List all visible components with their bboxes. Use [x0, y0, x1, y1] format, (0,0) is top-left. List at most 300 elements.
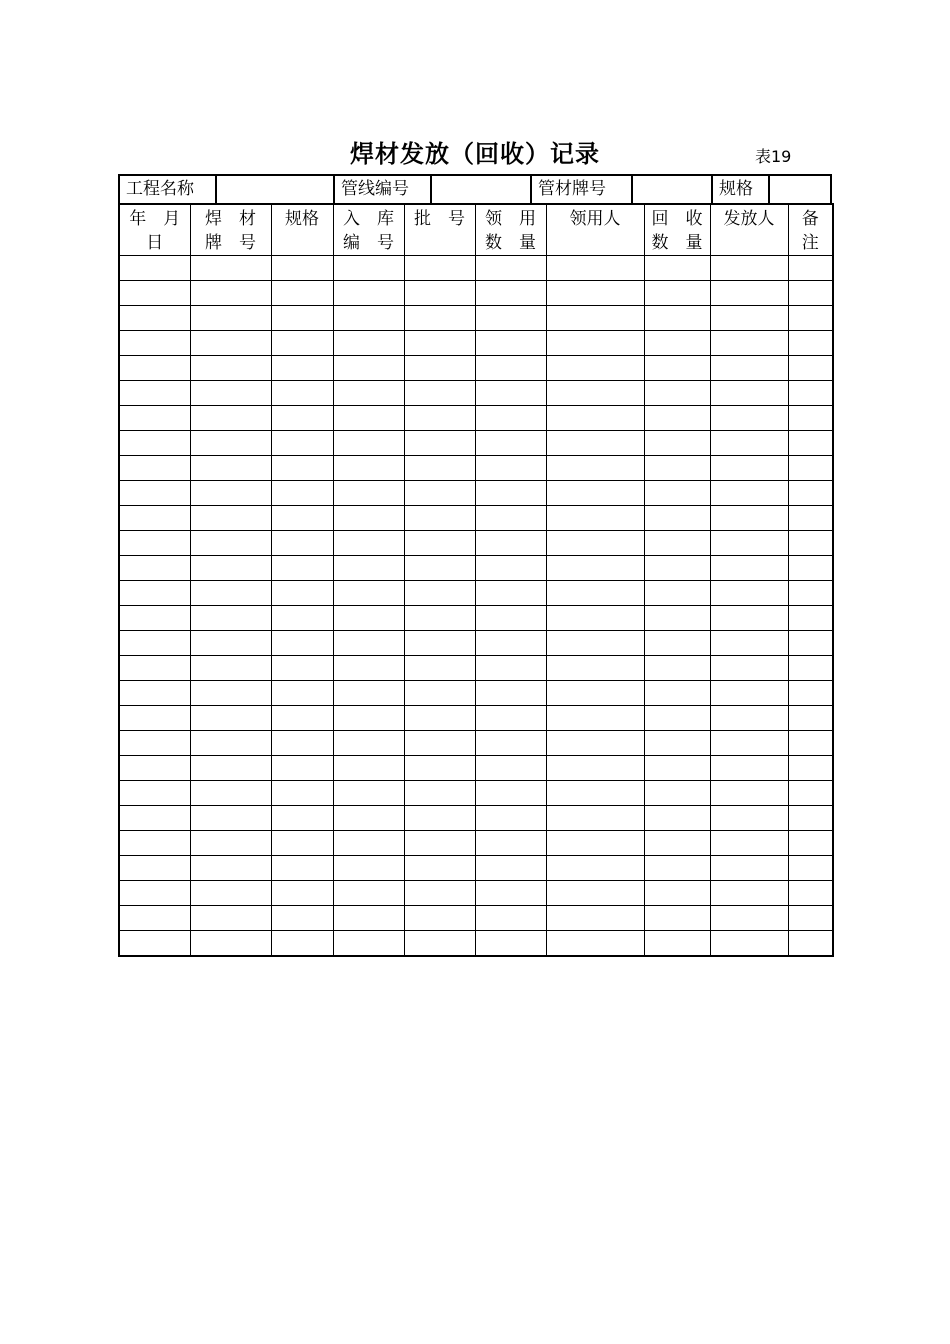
table-cell[interactable] [333, 631, 404, 656]
table-cell[interactable] [190, 281, 271, 306]
table-cell[interactable] [546, 931, 644, 956]
table-cell[interactable] [710, 306, 788, 331]
table-cell[interactable] [644, 381, 710, 406]
table-cell[interactable] [333, 256, 404, 281]
table-cell[interactable] [475, 531, 546, 556]
table-cell[interactable] [190, 856, 271, 881]
table-cell[interactable] [644, 431, 710, 456]
table-cell[interactable] [546, 781, 644, 806]
table-cell[interactable] [404, 581, 475, 606]
table-cell[interactable] [710, 556, 788, 581]
table-cell[interactable] [788, 881, 833, 906]
table-cell[interactable] [475, 331, 546, 356]
table-cell[interactable] [710, 356, 788, 381]
table-cell[interactable] [644, 881, 710, 906]
table-cell[interactable] [788, 331, 833, 356]
table-cell[interactable] [404, 731, 475, 756]
table-cell[interactable] [644, 856, 710, 881]
spec-value[interactable] [768, 176, 832, 203]
table-cell[interactable] [475, 481, 546, 506]
table-cell[interactable] [333, 831, 404, 856]
table-cell[interactable] [644, 331, 710, 356]
table-cell[interactable] [404, 881, 475, 906]
table-cell[interactable] [788, 856, 833, 881]
table-cell[interactable] [271, 931, 333, 956]
table-cell[interactable] [788, 581, 833, 606]
table-cell[interactable] [788, 781, 833, 806]
table-cell[interactable] [119, 356, 190, 381]
table-cell[interactable] [710, 256, 788, 281]
table-cell[interactable] [644, 906, 710, 931]
table-cell[interactable] [271, 431, 333, 456]
table-cell[interactable] [190, 781, 271, 806]
table-cell[interactable] [644, 681, 710, 706]
table-cell[interactable] [788, 831, 833, 856]
table-cell[interactable] [190, 656, 271, 681]
table-cell[interactable] [190, 581, 271, 606]
table-cell[interactable] [546, 731, 644, 756]
table-cell[interactable] [404, 906, 475, 931]
table-cell[interactable] [119, 381, 190, 406]
table-cell[interactable] [333, 931, 404, 956]
table-cell[interactable] [404, 631, 475, 656]
table-row [119, 731, 833, 756]
table-cell[interactable] [475, 381, 546, 406]
table-cell[interactable] [404, 356, 475, 381]
table-cell[interactable] [271, 531, 333, 556]
table-cell[interactable] [546, 906, 644, 931]
table-cell[interactable] [644, 806, 710, 831]
table-cell[interactable] [475, 881, 546, 906]
table-cell[interactable] [333, 381, 404, 406]
pipeline-no-value[interactable] [430, 176, 530, 203]
table-cell[interactable] [475, 506, 546, 531]
project-name-value[interactable] [215, 176, 333, 203]
form-number: 表19 [755, 147, 792, 166]
table-cell[interactable] [710, 806, 788, 831]
table-cell[interactable] [190, 706, 271, 731]
table-cell[interactable] [119, 906, 190, 931]
table-cell[interactable] [546, 556, 644, 581]
table-cell[interactable] [119, 806, 190, 831]
table-cell[interactable] [644, 531, 710, 556]
table-cell[interactable] [710, 781, 788, 806]
table-cell[interactable] [644, 306, 710, 331]
table-cell[interactable] [333, 406, 404, 431]
table-cell[interactable] [333, 431, 404, 456]
table-cell[interactable] [333, 731, 404, 756]
table-cell[interactable] [644, 706, 710, 731]
table-cell[interactable] [190, 606, 271, 631]
table-cell[interactable] [190, 481, 271, 506]
table-row [119, 806, 833, 831]
table-cell[interactable] [710, 606, 788, 631]
table-cell[interactable] [475, 406, 546, 431]
table-cell[interactable] [475, 831, 546, 856]
table-cell[interactable] [119, 556, 190, 581]
table-cell[interactable] [788, 756, 833, 781]
table-cell[interactable] [190, 406, 271, 431]
table-cell[interactable] [404, 306, 475, 331]
table-cell[interactable] [333, 306, 404, 331]
table-cell[interactable] [404, 481, 475, 506]
table-cell[interactable] [710, 656, 788, 681]
table-cell[interactable] [190, 256, 271, 281]
table-cell[interactable] [788, 556, 833, 581]
table-row [119, 656, 833, 681]
table-cell[interactable] [119, 781, 190, 806]
table-cell[interactable] [788, 506, 833, 531]
table-cell[interactable] [788, 456, 833, 481]
table-cell[interactable] [271, 781, 333, 806]
table-cell[interactable] [333, 606, 404, 631]
table-cell[interactable] [475, 306, 546, 331]
table-cell[interactable] [546, 506, 644, 531]
table-cell[interactable] [546, 756, 644, 781]
table-cell[interactable] [546, 706, 644, 731]
table-cell[interactable] [119, 431, 190, 456]
table-cell[interactable] [475, 656, 546, 681]
table-cell[interactable] [475, 456, 546, 481]
table-cell[interactable] [788, 606, 833, 631]
table-row [119, 681, 833, 706]
table-cell[interactable] [119, 656, 190, 681]
table-cell[interactable] [119, 931, 190, 956]
pipe-material-value[interactable] [631, 176, 711, 203]
table-cell[interactable] [644, 631, 710, 656]
table-cell[interactable] [475, 556, 546, 581]
table-cell[interactable] [710, 406, 788, 431]
table-cell[interactable] [271, 706, 333, 731]
table-cell[interactable] [190, 431, 271, 456]
table-cell[interactable] [119, 756, 190, 781]
table-cell[interactable] [475, 856, 546, 881]
table-cell[interactable] [119, 406, 190, 431]
table-cell[interactable] [271, 856, 333, 881]
table-cell[interactable] [271, 606, 333, 631]
table-cell[interactable] [271, 306, 333, 331]
table-cell[interactable] [788, 431, 833, 456]
table-cell[interactable] [475, 356, 546, 381]
col-header-welding-material: 焊 材 牌 号 [190, 204, 271, 256]
table-cell[interactable] [190, 931, 271, 956]
table-cell[interactable] [119, 606, 190, 631]
table-cell[interactable] [546, 856, 644, 881]
table-cell[interactable] [475, 806, 546, 831]
table-cell[interactable] [119, 856, 190, 881]
table-cell[interactable] [119, 631, 190, 656]
table-cell[interactable] [333, 806, 404, 831]
table-cell[interactable] [475, 781, 546, 806]
table-cell[interactable] [710, 331, 788, 356]
table-cell[interactable] [119, 456, 190, 481]
table-cell[interactable] [271, 556, 333, 581]
table-cell[interactable] [644, 281, 710, 306]
table-cell[interactable] [644, 556, 710, 581]
table-cell[interactable] [119, 481, 190, 506]
table-cell[interactable] [710, 831, 788, 856]
table-cell[interactable] [119, 731, 190, 756]
table-cell[interactable] [404, 931, 475, 956]
table-cell[interactable] [475, 631, 546, 656]
table-cell[interactable] [546, 256, 644, 281]
table-cell[interactable] [190, 456, 271, 481]
table-cell[interactable] [404, 406, 475, 431]
table-cell[interactable] [710, 681, 788, 706]
table-cell[interactable] [404, 806, 475, 831]
table-cell[interactable] [190, 531, 271, 556]
table-cell[interactable] [190, 806, 271, 831]
table-cell[interactable] [546, 806, 644, 831]
table-cell[interactable] [271, 656, 333, 681]
table-cell[interactable] [333, 556, 404, 581]
table-cell[interactable] [190, 831, 271, 856]
table-cell[interactable] [644, 581, 710, 606]
table-cell[interactable] [475, 731, 546, 756]
table-cell[interactable] [546, 356, 644, 381]
table-cell[interactable] [546, 456, 644, 481]
table-cell[interactable] [190, 681, 271, 706]
table-cell[interactable] [271, 581, 333, 606]
table-cell[interactable] [644, 656, 710, 681]
pipe-material-label: 管材牌号 [530, 176, 631, 203]
table-cell[interactable] [190, 381, 271, 406]
col-header-returned-qty: 回 收 数 量 [644, 204, 710, 256]
table-header-row [119, 204, 833, 256]
table-cell[interactable] [333, 756, 404, 781]
table-cell[interactable] [644, 781, 710, 806]
table-cell[interactable] [190, 881, 271, 906]
table-cell[interactable] [788, 931, 833, 956]
table-row [119, 481, 833, 506]
table-cell[interactable] [710, 431, 788, 456]
table-cell[interactable] [333, 456, 404, 481]
table-cell[interactable] [546, 631, 644, 656]
table-cell[interactable] [644, 481, 710, 506]
table-cell[interactable] [644, 506, 710, 531]
table-cell[interactable] [271, 806, 333, 831]
table-cell[interactable] [788, 531, 833, 556]
table-cell[interactable] [788, 256, 833, 281]
table-cell[interactable] [404, 556, 475, 581]
table-cell[interactable] [546, 831, 644, 856]
table-cell[interactable] [644, 456, 710, 481]
table-cell[interactable] [271, 506, 333, 531]
table-cell[interactable] [119, 681, 190, 706]
table-cell[interactable] [710, 881, 788, 906]
table-cell[interactable] [404, 756, 475, 781]
table-cell[interactable] [710, 856, 788, 881]
table-cell[interactable] [404, 281, 475, 306]
table-cell[interactable] [333, 656, 404, 681]
table-cell[interactable] [271, 406, 333, 431]
table-cell[interactable] [475, 281, 546, 306]
table-cell[interactable] [271, 881, 333, 906]
table-cell[interactable] [475, 756, 546, 781]
table-cell[interactable] [190, 906, 271, 931]
table-cell[interactable] [546, 581, 644, 606]
table-cell[interactable] [710, 931, 788, 956]
table-cell[interactable] [333, 356, 404, 381]
table-cell[interactable] [119, 306, 190, 331]
table-cell[interactable] [644, 406, 710, 431]
table-cell[interactable] [546, 531, 644, 556]
table-cell[interactable] [119, 706, 190, 731]
table-cell[interactable] [404, 256, 475, 281]
table-cell[interactable] [546, 406, 644, 431]
table-cell[interactable] [788, 281, 833, 306]
table-cell[interactable] [475, 681, 546, 706]
table-cell[interactable] [190, 506, 271, 531]
table-cell[interactable] [333, 706, 404, 731]
table-cell[interactable] [546, 281, 644, 306]
table-cell[interactable] [546, 431, 644, 456]
table-cell[interactable] [475, 606, 546, 631]
table-cell[interactable] [119, 581, 190, 606]
table-cell[interactable] [546, 331, 644, 356]
table-cell[interactable] [710, 906, 788, 931]
table-cell[interactable] [119, 506, 190, 531]
table-cell[interactable] [119, 331, 190, 356]
table-cell[interactable] [404, 606, 475, 631]
table-cell[interactable] [644, 931, 710, 956]
table-cell[interactable] [644, 356, 710, 381]
table-cell[interactable] [404, 456, 475, 481]
table-cell[interactable] [271, 456, 333, 481]
table-cell[interactable] [333, 581, 404, 606]
table-cell[interactable] [271, 356, 333, 381]
table-cell[interactable] [710, 706, 788, 731]
table-cell[interactable] [475, 256, 546, 281]
table-cell[interactable] [404, 531, 475, 556]
table-row [119, 756, 833, 781]
table-cell[interactable] [119, 256, 190, 281]
table-cell[interactable] [190, 731, 271, 756]
table-cell[interactable] [333, 481, 404, 506]
table-cell[interactable] [404, 681, 475, 706]
table-cell[interactable] [788, 306, 833, 331]
table-cell[interactable] [404, 381, 475, 406]
table-cell[interactable] [404, 831, 475, 856]
table-cell[interactable] [644, 831, 710, 856]
table-cell[interactable] [546, 681, 644, 706]
table-cell[interactable] [404, 331, 475, 356]
table-cell[interactable] [333, 906, 404, 931]
table-cell[interactable] [190, 356, 271, 381]
table-cell[interactable] [475, 931, 546, 956]
table-cell[interactable] [271, 731, 333, 756]
table-cell[interactable] [333, 881, 404, 906]
table-cell[interactable] [710, 456, 788, 481]
table-cell[interactable] [710, 381, 788, 406]
table-cell[interactable] [190, 556, 271, 581]
table-cell[interactable] [546, 381, 644, 406]
table-row [119, 856, 833, 881]
table-cell[interactable] [475, 431, 546, 456]
table-cell[interactable] [333, 506, 404, 531]
table-cell[interactable] [333, 331, 404, 356]
table-cell[interactable] [333, 781, 404, 806]
table-cell[interactable] [271, 331, 333, 356]
table-cell[interactable] [119, 881, 190, 906]
table-cell[interactable] [788, 406, 833, 431]
table-cell[interactable] [788, 356, 833, 381]
table-cell[interactable] [788, 731, 833, 756]
table-cell[interactable] [475, 906, 546, 931]
table-cell[interactable] [644, 606, 710, 631]
table-cell[interactable] [404, 781, 475, 806]
table-row [119, 281, 833, 306]
table-cell[interactable] [788, 381, 833, 406]
table-cell[interactable] [788, 656, 833, 681]
table-cell[interactable] [788, 631, 833, 656]
table-cell[interactable] [404, 656, 475, 681]
project-name-label: 工程名称 [126, 179, 194, 199]
table-cell[interactable] [271, 681, 333, 706]
table-cell[interactable] [333, 531, 404, 556]
table-cell[interactable] [788, 481, 833, 506]
table-cell[interactable] [271, 281, 333, 306]
table-cell[interactable] [271, 631, 333, 656]
table-cell[interactable] [271, 831, 333, 856]
table-cell[interactable] [788, 681, 833, 706]
table-cell[interactable] [271, 481, 333, 506]
table-cell[interactable] [710, 531, 788, 556]
table-cell[interactable] [475, 706, 546, 731]
table-cell[interactable] [710, 506, 788, 531]
table-cell[interactable] [710, 756, 788, 781]
table-cell[interactable] [190, 756, 271, 781]
table-cell[interactable] [190, 306, 271, 331]
table-cell[interactable] [404, 706, 475, 731]
table-cell[interactable] [710, 581, 788, 606]
table-cell[interactable] [788, 906, 833, 931]
table-cell[interactable] [710, 731, 788, 756]
table-cell[interactable] [710, 481, 788, 506]
table-cell[interactable] [190, 631, 271, 656]
table-cell[interactable] [333, 681, 404, 706]
table-cell[interactable] [271, 906, 333, 931]
table-cell[interactable] [546, 306, 644, 331]
table-cell[interactable] [119, 531, 190, 556]
table-cell[interactable] [546, 656, 644, 681]
table-cell[interactable] [333, 281, 404, 306]
table-cell[interactable] [644, 756, 710, 781]
table-cell[interactable] [710, 281, 788, 306]
table-cell[interactable] [119, 281, 190, 306]
table-cell[interactable] [546, 481, 644, 506]
table-cell[interactable] [710, 631, 788, 656]
table-row [119, 381, 833, 406]
table-cell[interactable] [644, 731, 710, 756]
table-cell[interactable] [333, 856, 404, 881]
table-cell[interactable] [271, 756, 333, 781]
table-cell[interactable] [475, 581, 546, 606]
table-cell[interactable] [271, 256, 333, 281]
table-cell[interactable] [119, 831, 190, 856]
table-cell[interactable] [404, 506, 475, 531]
table-row [119, 256, 833, 281]
table-cell[interactable] [271, 381, 333, 406]
table-cell[interactable] [546, 606, 644, 631]
table-cell[interactable] [546, 881, 644, 906]
table-cell[interactable] [788, 706, 833, 731]
table-cell[interactable] [404, 856, 475, 881]
table-cell[interactable] [190, 331, 271, 356]
table-cell[interactable] [404, 431, 475, 456]
table-cell[interactable] [644, 256, 710, 281]
table-cell[interactable] [788, 806, 833, 831]
